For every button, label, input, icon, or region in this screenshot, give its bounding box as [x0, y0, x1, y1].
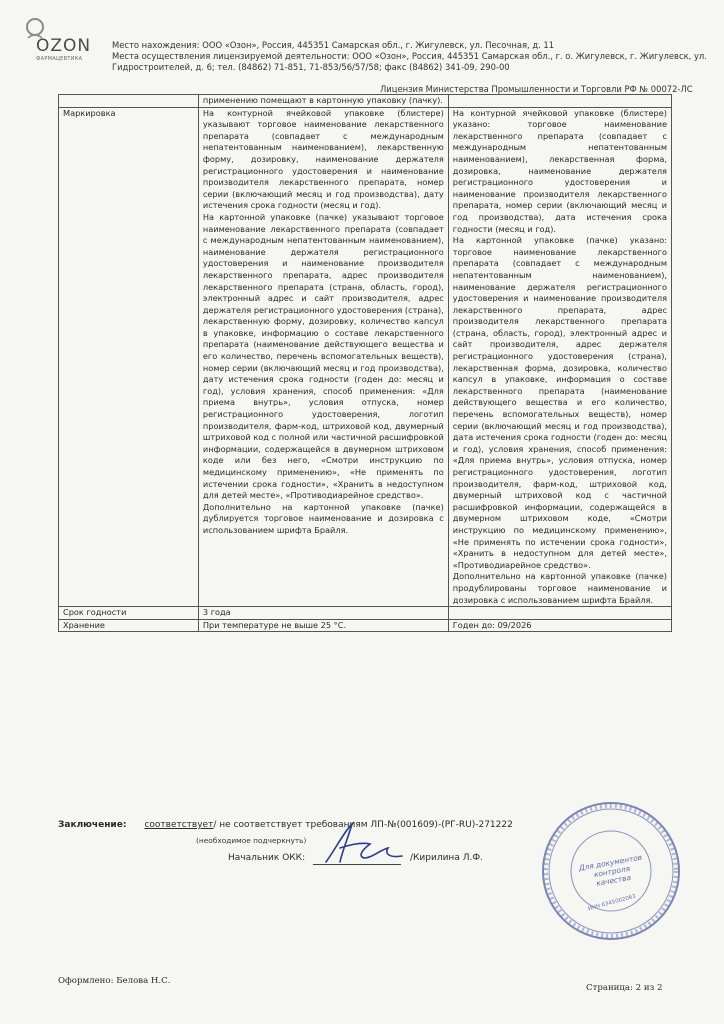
conclusion-option-complies: соответствует	[144, 820, 214, 830]
table-cell	[448, 607, 671, 620]
signature-label: Начальник ОКК:	[228, 853, 306, 863]
company-header	[112, 40, 712, 73]
conclusion-rest: / не соответствует требованиям ЛП-№(001609)-(РГ-RU)-271222	[213, 820, 513, 830]
table-row-storage	[59, 619, 672, 632]
quality-table	[58, 94, 672, 632]
marking-required-blister: На контурной ячейковой упаковке (блистере) указывают торговое наименование лекарственного препарата (совпадает с международным непатентованным наименованием), лекарственную форму, дозировку, наименование держателя регистрационного удостоверения и наименование производителя лекарственного препарата, номер серии (включающий месяц и год производства), дату истечения срока годности (месяц и год).	[202, 107, 444, 211]
table-row	[59, 95, 672, 108]
conclusion-label: Заключение:	[58, 820, 127, 830]
marking-label: Маркировка	[59, 107, 199, 607]
table-cell	[448, 95, 671, 108]
shelf-life-required: 3 года	[198, 607, 448, 620]
marking-required-box: На картонной упаковке (пачке) указывают торговое наименование лекарственного препарата (совпадает с международным непатентованным наименованием), наименование держателя регистрационного удостоверения и наименование производителя лекарственного препарата, адрес производителя лекарственного препарата (страна, область, город), электронный адрес и сайт производителя, адрес держателя регистрационного удостоверения (страна), лекарственную форму, дозировку, количество капсул в упаковке, информацию о составе лекарственного препарата (наименование действующего вещества и его количество, перечень вспомогательных веществ), номер серии (включающий месяц и год производства), дату истечения срока годности (годен до: месяц и год), условия хранения, способ применения: «Для приема внутрь», условия отпуска, номер регистрационного удостоверения, логотип производителя, фарм-код, штриховой код, двумерный штриховой код с полной или частичной расшифровкой информации, содержащейся в двумерном штриховом коде или без него, «Смотри инструкцию по медицинскому применению», «Не применять по истечении срока годности», «Хранить в недоступном для детей месте», «Противодиарейное средство».	[202, 211, 444, 501]
table-row-marking	[59, 107, 672, 607]
stamp-inn: ИНН 6345002063	[587, 893, 637, 913]
official-stamp	[536, 796, 686, 946]
marking-required	[198, 107, 448, 607]
marking-actual-box: На картонной упаковке (пачке) указано: торговое наименование лекарственного препарата (совпадает с международным непатентованным наименованием), наименование держателя регистрационного удостоверения и наименование производителя лекарственного препарата, адрес производителя лекарственного препарата (страна, область, город), электронный адрес и сайт производителя, адрес держателя регистрационного удостоверения (страна), лекарственная форма, дозировка, количество капсул в упаковке, информация о составе лекарственного препарата (наименование действующего вещества и его количество, перечень вспомогательных веществ), номер серии (включающий месяц и год производства), дата истечения срока годности (годен до: месяц и год), условия хранения, способ применения: «Для приема внутрь», условия отпуска, номер регистрационного удостоверения, логотип производителя, фарм-код, штриховой код, двумерный штриховой код с частичной расшифровкой информации, содержащейся в двумерном штриховом коде, «Смотри инструкцию по медицинскому применению», «Не применять по истечении срока годности», «Хранить в недоступном для детей месте», «Противодиарейное средство».	[452, 235, 667, 570]
logo-name: OZON	[36, 36, 92, 56]
stamp-text: Для документов контроля качества	[578, 852, 643, 888]
table-row-shelf-life	[59, 607, 672, 620]
activity-places-line1: Места осуществления лицензируемой деятельности: ООО «Озон», Россия, 445351 Самарская обл., г. о. Жигулевск, г. Жигулевск, ул.	[112, 51, 707, 61]
conclusion-note: (необходимое подчеркнуть)	[196, 836, 307, 845]
signer-name: /Кирилина Л.Ф.	[410, 853, 483, 863]
storage-label: Хранение	[59, 619, 199, 632]
prepared-by: Оформлено: Белова Н.С.	[58, 976, 171, 986]
marking-required-braille: Дополнительно на картонной упаковке (пачке) дублируется торговое наименование и дозировка с использованием шрифта Брайля.	[202, 501, 444, 535]
handwritten-signature-icon	[318, 818, 408, 868]
marking-actual-blister: На контурной ячейковой упаковке (блистере) указано: торговое наименование лекарственного препарата (совпадает с международным непатентованным наименованием), лекарственная форма, дозировка, наименование держателя регистрационного удостоверения и наименование производителя лекарственного препарата, номер серии (включающий месяц и год производства), дата истечения срока годности (месяц и год).	[452, 107, 667, 234]
page-number: Страница: 2 из 2	[586, 983, 663, 993]
shelf-life-label: Срок годности	[59, 607, 199, 620]
table-cell: применению помещают в картонную упаковку (пачку).	[198, 95, 448, 108]
marking-actual-braille: Дополнительно на картонной упаковке (пачке) продублированы торговое наименование и дозировка с использованием шрифта Брайля.	[452, 571, 667, 605]
storage-actual: Годен до: 09/2026	[448, 619, 671, 632]
conclusion	[58, 820, 513, 830]
logo-subtitle: ФАРМАЦЕВТИКА	[36, 56, 83, 62]
table-cell	[59, 95, 199, 108]
storage-required: При температуре не выше 25 °С.	[198, 619, 448, 632]
activity-places-line2: Гидростроителей, д. 6; тел. (84862) 71-851, 71-853/56/57/58; факс (84862) 341-09, 290-00	[112, 62, 510, 72]
license-line: Лицензия Министерства Промышленности и Торговли РФ № 00072-ЛС	[380, 84, 693, 94]
company-location: Место нахождения: ООО «Озон», Россия, 445351 Самарская обл., г. Жигулевск, ул. Песочная, д. 11	[112, 40, 555, 50]
marking-actual	[448, 107, 671, 607]
company-logo	[20, 16, 100, 68]
